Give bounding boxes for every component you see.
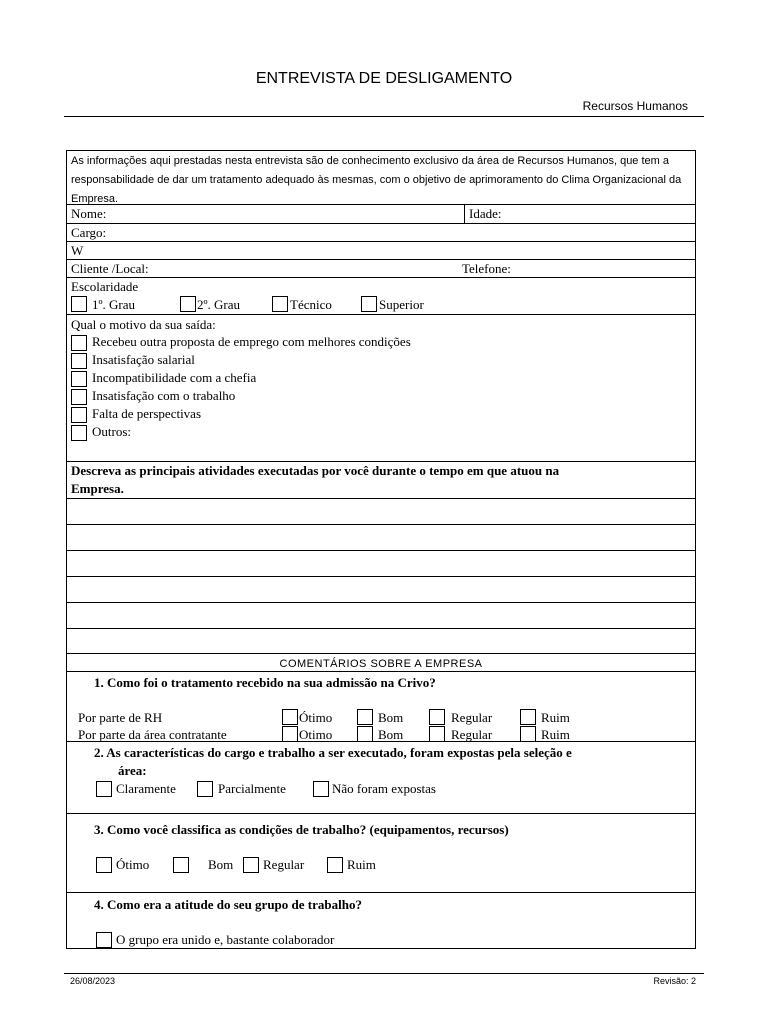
education-checkbox-4[interactable] [361, 296, 377, 312]
q2-checkbox-2[interactable] [197, 781, 213, 797]
reason-option-4: Insatisfação com o trabalho [92, 388, 236, 403]
q2-option-1: Claramente [116, 781, 176, 796]
activities-prompt-line-1: Descreva as principais atividades executadas por você durante o tempo em que atuou na [71, 463, 560, 478]
education-checkbox-3[interactable] [272, 296, 288, 312]
question-4-row [67, 893, 695, 948]
q4-checkbox-1[interactable] [96, 932, 112, 948]
question-2-row [67, 742, 695, 814]
header-divider [64, 116, 704, 117]
q3-option-2: Bom [208, 857, 234, 872]
age-label: Idade: [469, 206, 502, 221]
q1-area-checkbox-2[interactable] [357, 726, 373, 742]
phone-label: Telefone: [462, 261, 511, 276]
q2-option-2: Parcialmente [218, 781, 286, 796]
intro-row [67, 151, 695, 205]
reason-label: Qual o motivo da sua saída: [71, 317, 216, 332]
q3-option-1: Ótimo [116, 857, 150, 872]
q1-area-option-3: Regular [451, 727, 493, 742]
q1-rh-option-1: Ótimo [299, 710, 333, 725]
footer-divider [64, 973, 704, 974]
reason-option-2: Insatisfação salarial [92, 352, 195, 367]
reason-checkbox-2[interactable] [71, 353, 87, 369]
reason-option-6: Outros: [92, 424, 131, 439]
q3-option-3: Regular [263, 857, 305, 872]
q3-checkbox-4[interactable] [327, 857, 343, 873]
reason-option-1: Recebeu outra proposta de emprego com melhores condições [92, 334, 411, 349]
reason-option-5: Falta de perspectivas [92, 406, 202, 421]
reason-checkbox-6[interactable] [71, 425, 87, 441]
name-age-divider [464, 205, 465, 223]
q2-checkbox-3[interactable] [313, 781, 329, 797]
activities-answer-line-6[interactable] [67, 629, 695, 654]
department-label: Recursos Humanos [582, 99, 688, 113]
activities-answer-line-3[interactable] [67, 551, 695, 577]
intro-text: As informações aqui prestadas nesta entrevista são de conhecimento exclusivo da área de Recursos Humanos, que tem a responsabilidade de dar um tratamento adequado às mesmas, com o objetivo de aprimoramento do Clima Organizacional da Empresa. [71, 155, 682, 205]
education-option-3: Técnico [290, 297, 332, 312]
activities-answer-line-2[interactable] [67, 525, 695, 551]
document-title: ENTREVISTA DE DESLIGAMENTO [255, 70, 513, 87]
q1-area-checkbox-1[interactable] [282, 726, 298, 742]
cargo-row[interactable] [67, 224, 695, 242]
reason-checkbox-1[interactable] [71, 335, 87, 351]
reason-checkbox-4[interactable] [71, 389, 87, 405]
question-2-line-1: 2. As características do cargo e trabalho a ser executado, foram expostas pela seleção e [94, 745, 572, 760]
education-row [67, 278, 695, 315]
q1-rh-checkbox-1[interactable] [282, 709, 298, 725]
q1-area-label: Por parte da área contratante [78, 727, 227, 742]
client-row[interactable] [67, 260, 695, 278]
footer-revision: Revisão: 2 [653, 976, 696, 986]
activities-prompt-row [67, 462, 695, 499]
education-option-4: Superior [379, 297, 424, 312]
q2-option-3: Não foram expostas [332, 781, 436, 796]
activities-answer-line-1[interactable] [67, 499, 695, 525]
q2-checkbox-1[interactable] [96, 781, 112, 797]
comments-heading: COMENTÁRIOS SOBRE A EMPRESA [279, 658, 483, 670]
q3-checkbox-1[interactable] [96, 857, 112, 873]
q4-option-1: O grupo era unido e, bastante colaborador [116, 932, 335, 947]
w-row[interactable] [67, 242, 695, 260]
footer-date: 26/08/2023 [70, 976, 116, 986]
question-3-text: 3. Como você classifica as condições de trabalho? (equipamentos, recursos) [94, 822, 509, 837]
interview-form [66, 150, 696, 949]
education-checkbox-2[interactable] [180, 296, 196, 312]
client-label: Cliente /Local: [71, 261, 149, 276]
education-option-2: 2º. Grau [197, 297, 241, 312]
q3-checkbox-2[interactable] [173, 857, 189, 873]
q1-rh-checkbox-4[interactable] [520, 709, 536, 725]
q1-area-checkbox-3[interactable] [429, 726, 445, 742]
education-checkbox-1[interactable] [71, 296, 87, 312]
activities-answer-line-5[interactable] [67, 603, 695, 629]
q1-rh-option-2: Bom [378, 710, 404, 725]
comments-heading-row [67, 654, 695, 672]
q1-rh-option-3: Regular [451, 710, 493, 725]
q3-option-4: Ruim [347, 857, 376, 872]
w-label: W [71, 243, 84, 258]
reason-option-3: Incompatibilidade com a chefia [92, 370, 257, 385]
education-label: Escolaridade [71, 279, 139, 294]
question-3-row [67, 814, 695, 893]
name-label: Nome: [71, 206, 107, 221]
q1-area-checkbox-4[interactable] [520, 726, 536, 742]
q1-area-option-1: Otimo [299, 727, 333, 742]
q1-area-option-2: Bom [378, 727, 404, 742]
cargo-label: Cargo: [71, 225, 107, 240]
reason-checkbox-5[interactable] [71, 407, 87, 423]
question-4-text: 4. Como era a atitude do seu grupo de trabalho? [94, 897, 362, 912]
question-1-text: 1. Como foi o tratamento recebido na sua admissão na Crivo? [94, 675, 436, 690]
education-option-1: 1º. Grau [92, 297, 136, 312]
activities-prompt-line-2: Empresa. [71, 481, 124, 496]
q1-rh-checkbox-2[interactable] [357, 709, 373, 725]
reason-checkbox-3[interactable] [71, 371, 87, 387]
q1-rh-label: Por parte de RH [78, 710, 163, 725]
q3-checkbox-3[interactable] [243, 857, 259, 873]
q1-rh-option-4: Ruim [541, 710, 570, 725]
question-2-line-2: área: [118, 763, 147, 778]
reason-row [67, 315, 695, 462]
name-row[interactable] [67, 205, 695, 224]
question-1-row [67, 672, 695, 742]
q1-area-option-4: Ruim [541, 727, 570, 742]
q1-rh-checkbox-3[interactable] [429, 709, 445, 725]
activities-answer-line-4[interactable] [67, 577, 695, 603]
